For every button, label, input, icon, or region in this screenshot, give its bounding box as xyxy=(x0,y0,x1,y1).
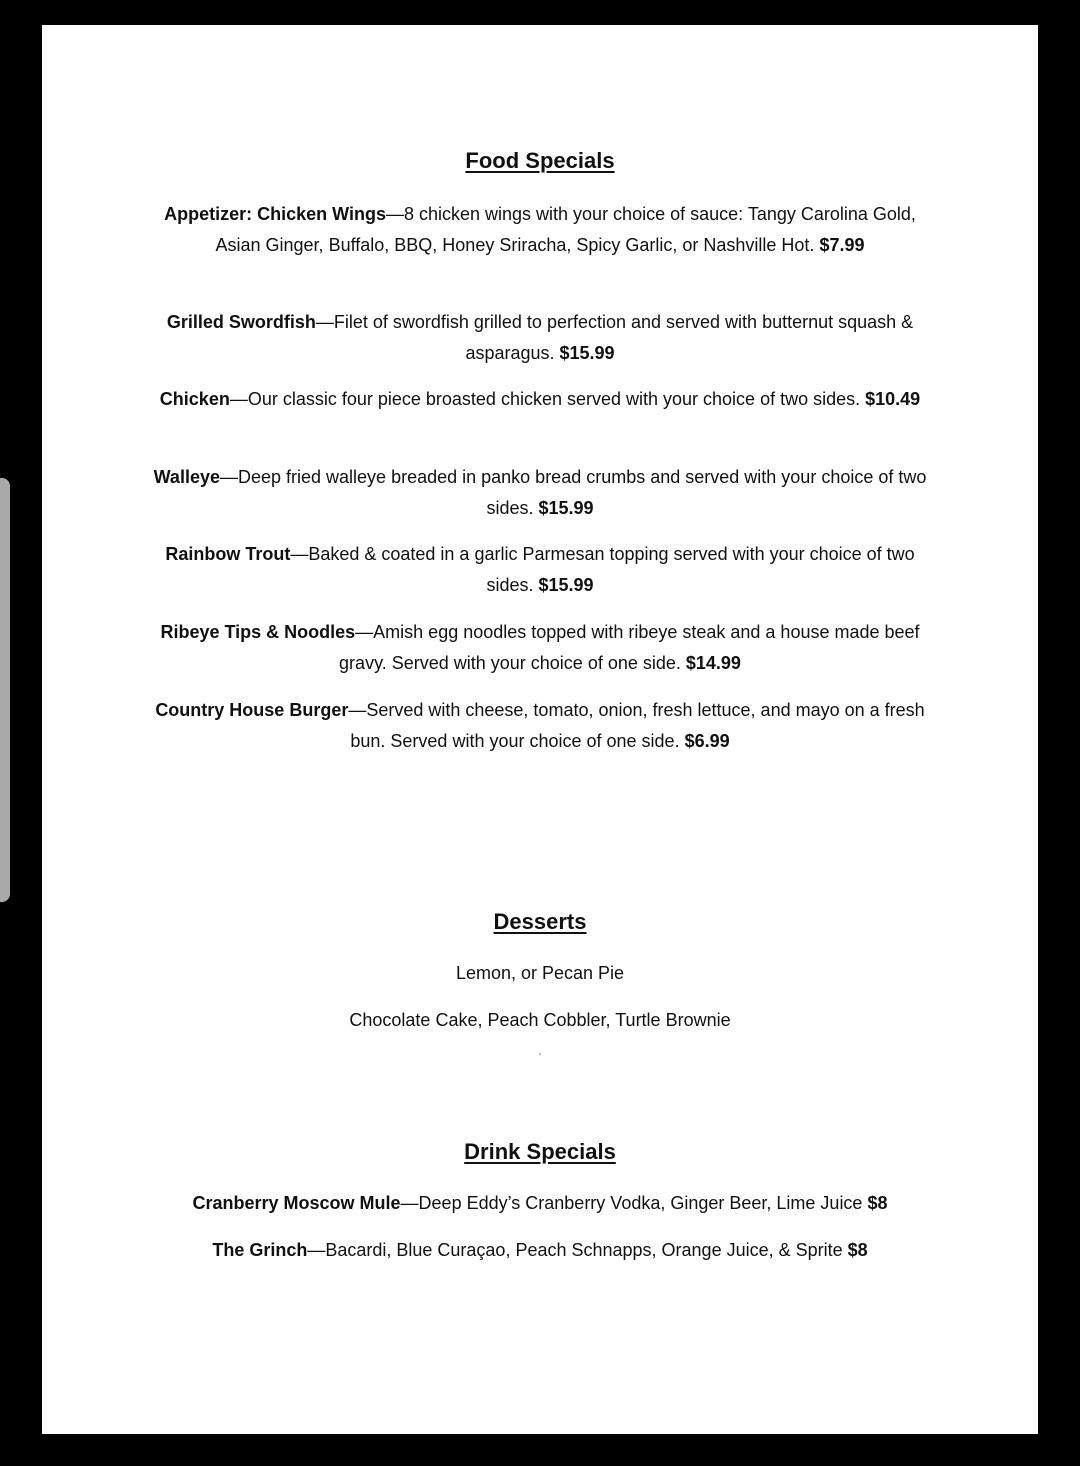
item-separator: — xyxy=(290,544,309,564)
food-item-rainbow-trout xyxy=(152,539,928,600)
item-name: Appetizer: Chicken Wings xyxy=(164,204,386,224)
desserts-title: Desserts xyxy=(493,909,587,934)
item-name: Ribeye Tips & Noodles xyxy=(160,622,356,642)
menu-page xyxy=(42,25,1038,1434)
item-name: The Grinch xyxy=(212,1240,308,1260)
item-description: Filet of swordfish grilled to perfection and served with butternut squash & asparagus. xyxy=(333,312,914,363)
item-separator: — xyxy=(307,1240,326,1260)
drink-item-cranberry-moscow-mule xyxy=(102,1188,978,1218)
dessert-line: Chocolate Cake, Peach Cobbler, Turtle Brownie xyxy=(349,1010,731,1030)
item-separator: — xyxy=(400,1193,419,1213)
item-description: Amish egg noodles topped with ribeye steak and a house made beef gravy. Served with your choice of one side. xyxy=(339,622,920,673)
scan-speck xyxy=(539,1053,541,1055)
item-description: Deep fried walleye breaded in panko bread crumbs and served with your choice of two sides. xyxy=(237,467,927,518)
item-price: $8 xyxy=(867,1193,888,1213)
item-price: $15.99 xyxy=(538,574,594,595)
food-item-chicken-wings xyxy=(152,199,928,260)
scroll-handle[interactable] xyxy=(0,478,10,902)
item-name: Walleye xyxy=(153,467,220,487)
item-description: 8 chicken wings with your choice of sauce: Tangy Carolina Gold, Asian Ginger, Buffalo, BBQ, Honey Sriracha, Spicy Garlic, or Nashville Hot. xyxy=(215,204,916,255)
item-name: Cranberry Moscow Mule xyxy=(192,1193,401,1213)
drink-specials-title: Drink Specials xyxy=(464,1139,616,1164)
item-separator: — xyxy=(355,622,374,642)
item-description: Our classic four piece broasted chicken served with your choice of two sides. xyxy=(247,389,866,409)
item-price: $14.99 xyxy=(685,652,741,673)
item-separator: — xyxy=(315,312,334,332)
dessert-line: Lemon, or Pecan Pie xyxy=(455,963,625,983)
item-price: $10.49 xyxy=(865,389,921,409)
item-description: Bacardi, Blue Curaçao, Peach Schnapps, Orange Juice, & Sprite xyxy=(325,1240,848,1260)
food-item-walleye xyxy=(152,462,928,523)
item-name: Country House Burger xyxy=(155,700,349,720)
food-item-country-house-burger xyxy=(152,695,928,756)
item-separator: — xyxy=(219,467,238,487)
food-item-chicken xyxy=(152,384,928,415)
item-price: $15.99 xyxy=(559,342,615,363)
item-separator: — xyxy=(385,204,404,224)
food-item-ribeye-tips xyxy=(152,617,928,678)
item-price: $15.99 xyxy=(538,497,594,518)
item-separator: — xyxy=(348,700,367,720)
item-description: Served with cheese, tomato, onion, fresh lettuce, and mayo on a fresh bun. Served with your choice of one side. xyxy=(350,700,925,751)
item-name: Rainbow Trout xyxy=(165,544,291,564)
food-specials-title: Food Specials xyxy=(465,148,615,173)
item-description: Deep Eddy’s Cranberry Vodka, Ginger Beer, Lime Juice xyxy=(418,1193,868,1213)
item-description: Baked & coated in a garlic Parmesan topping served with your choice of two sides. xyxy=(308,544,915,595)
item-price: $7.99 xyxy=(819,234,865,255)
drink-item-the-grinch xyxy=(102,1235,978,1265)
item-name: Chicken xyxy=(159,389,230,409)
food-item-grilled-swordfish xyxy=(152,307,928,368)
item-separator: — xyxy=(229,389,248,409)
item-name: Grilled Swordfish xyxy=(166,312,316,332)
item-price: $8 xyxy=(847,1240,868,1260)
item-price: $6.99 xyxy=(684,730,730,751)
